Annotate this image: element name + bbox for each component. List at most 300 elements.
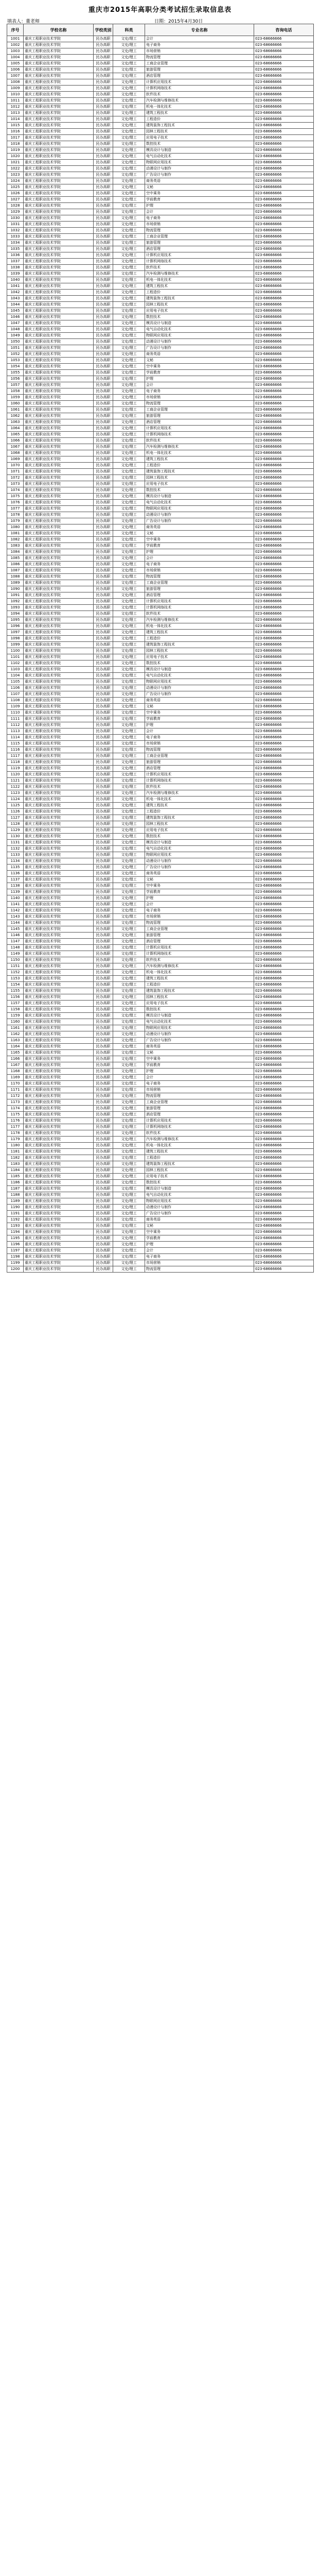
cell-major: 市场营销 <box>145 222 254 228</box>
cell-type: 民办高职 <box>94 970 113 976</box>
cell-major: 广告设计与制作 <box>145 345 254 351</box>
cell-category: 文史/理工 <box>113 252 145 259</box>
cell-category: 文史/理工 <box>113 308 145 314</box>
cell-category: 文史/理工 <box>113 766 145 772</box>
cell-type: 民办高职 <box>94 852 113 858</box>
cell-type: 民办高职 <box>94 86 113 92</box>
date-value: 2015年4月30日 <box>168 19 203 24</box>
cell-no: 1084 <box>7 549 24 555</box>
cell-school: 重庆工程职业技术学院 <box>24 463 94 469</box>
cell-no: 1176 <box>7 1118 24 1124</box>
cell-category: 文史/理工 <box>113 92 145 98</box>
cell-type: 民办高职 <box>94 865 113 871</box>
cell-type: 民办高职 <box>94 753 113 759</box>
table-row <box>7 395 314 401</box>
table-row <box>7 1167 314 1174</box>
cell-phone: 023-68666666 <box>254 259 314 265</box>
cell-phone: 023-68666666 <box>254 599 314 605</box>
cell-category: 文史/理工 <box>113 1192 145 1198</box>
cell-category: 文史/理工 <box>113 815 145 821</box>
cell-school: 重庆工程职业技术学院 <box>24 308 94 314</box>
cell-phone: 023-68666666 <box>254 920 314 926</box>
cell-school: 重庆工程职业技术学院 <box>24 865 94 871</box>
cell-category: 文史/理工 <box>113 951 145 957</box>
cell-type: 民办高职 <box>94 1205 113 1211</box>
cell-school: 重庆工程职业技术学院 <box>24 667 94 673</box>
table-row <box>7 481 314 487</box>
cell-category: 文史/理工 <box>113 685 145 691</box>
table-row <box>7 55 314 61</box>
cell-category: 文史/理工 <box>113 456 145 463</box>
cell-type: 民办高职 <box>94 271 113 277</box>
cell-no: 1178 <box>7 1130 24 1137</box>
cell-no: 1045 <box>7 308 24 314</box>
cell-no: 1065 <box>7 432 24 438</box>
table-row <box>7 580 314 586</box>
cell-no: 1028 <box>7 203 24 209</box>
cell-phone: 023-68666666 <box>254 487 314 494</box>
cell-type: 民办高职 <box>94 611 113 617</box>
cell-school: 重庆工程职业技术学院 <box>24 926 94 933</box>
cell-school: 重庆工程职业技术学院 <box>24 36 94 42</box>
cell-no: 1158 <box>7 1007 24 1013</box>
cell-phone: 023-68666666 <box>254 42 314 48</box>
cell-major: 电气自动化技术 <box>145 673 254 679</box>
cell-school: 重庆工程职业技术学院 <box>24 475 94 481</box>
cell-phone: 023-68666666 <box>254 203 314 209</box>
cell-phone: 023-68666666 <box>254 463 314 469</box>
table-row <box>7 741 314 747</box>
cell-type: 民办高职 <box>94 1211 113 1217</box>
table-row <box>7 259 314 265</box>
cell-type: 民办高职 <box>94 296 113 302</box>
cell-category: 文史/理工 <box>113 1007 145 1013</box>
table-row <box>7 308 314 314</box>
cell-category: 文史/理工 <box>113 388 145 395</box>
cell-type: 民办高职 <box>94 592 113 599</box>
cell-category: 文史/理工 <box>113 333 145 339</box>
cell-type: 民办高职 <box>94 116 113 123</box>
cell-type: 民办高职 <box>94 908 113 914</box>
cell-no: 1185 <box>7 1174 24 1180</box>
cell-type: 民办高职 <box>94 1248 113 1254</box>
cell-phone: 023-68666666 <box>254 1211 314 1217</box>
cell-school: 重庆工程职业技术学院 <box>24 296 94 302</box>
table-header-row <box>7 24 314 36</box>
cell-no: 1121 <box>7 778 24 784</box>
cell-major: 市场营销 <box>145 1260 254 1266</box>
table-row <box>7 1019 314 1025</box>
cell-phone: 023-68666666 <box>254 1143 314 1149</box>
cell-category: 文史/理工 <box>113 1025 145 1031</box>
cell-category: 文史/理工 <box>113 796 145 803</box>
cell-school: 重庆工程职业技术学院 <box>24 1093 94 1099</box>
cell-school: 重庆工程职业技术学院 <box>24 654 94 660</box>
cell-no: 1199 <box>7 1260 24 1266</box>
cell-phone: 023-68666666 <box>254 147 314 154</box>
table-row <box>7 1211 314 1217</box>
cell-phone: 023-68666666 <box>254 184 314 191</box>
filler-value: 董老师 <box>26 19 40 24</box>
table-row <box>7 320 314 327</box>
cell-school: 重庆工程职业技术学院 <box>24 1056 94 1062</box>
cell-no: 1143 <box>7 914 24 920</box>
cell-category: 文史/理工 <box>113 1112 145 1118</box>
cell-major: 商务英语 <box>145 871 254 877</box>
date-label: 日期： <box>154 19 169 24</box>
cell-major: 护理 <box>145 203 254 209</box>
cell-no: 1135 <box>7 865 24 871</box>
table-row <box>7 1260 314 1266</box>
cell-no: 1101 <box>7 654 24 660</box>
cell-no: 1118 <box>7 759 24 766</box>
cell-no: 1064 <box>7 426 24 432</box>
cell-school: 重庆工程职业技术学院 <box>24 73 94 79</box>
cell-no: 1126 <box>7 809 24 815</box>
cell-no: 1043 <box>7 296 24 302</box>
table-row <box>7 599 314 605</box>
cell-type: 民办高职 <box>94 110 113 116</box>
cell-major: 护理 <box>145 549 254 555</box>
cell-major: 空中乘务 <box>145 1056 254 1062</box>
cell-school: 重庆工程职业技术学院 <box>24 1031 94 1038</box>
cell-category: 文史/理工 <box>113 172 145 178</box>
cell-category: 文史/理工 <box>113 277 145 283</box>
cell-type: 民办高职 <box>94 339 113 345</box>
table-row <box>7 537 314 543</box>
cell-category: 文史/理工 <box>113 617 145 623</box>
cell-phone: 023-68666666 <box>254 1007 314 1013</box>
cell-category: 文史/理工 <box>113 314 145 320</box>
cell-major: 数控技术 <box>145 660 254 667</box>
cell-phone: 023-68666666 <box>254 1099 314 1106</box>
cell-type: 民办高职 <box>94 178 113 184</box>
cell-no: 1142 <box>7 908 24 914</box>
cell-major: 文秘 <box>145 1223 254 1229</box>
table-row <box>7 203 314 209</box>
cell-category: 文史/理工 <box>113 1106 145 1112</box>
cell-category: 文史/理工 <box>113 772 145 778</box>
cell-no: 1196 <box>7 1242 24 1248</box>
cell-type: 民办高职 <box>94 1118 113 1124</box>
cell-type: 民办高职 <box>94 166 113 172</box>
cell-phone: 023-68666666 <box>254 636 314 642</box>
cell-school: 重庆工程职业技术学院 <box>24 623 94 630</box>
cell-type: 民办高职 <box>94 395 113 401</box>
cell-no: 1009 <box>7 86 24 92</box>
cell-type: 民办高职 <box>94 1062 113 1069</box>
cell-no: 1033 <box>7 234 24 240</box>
cell-category: 文史/理工 <box>113 623 145 630</box>
cell-type: 民办高职 <box>94 1254 113 1260</box>
cell-major: 酒店管理 <box>145 939 254 945</box>
cell-school: 重庆工程职业技术学院 <box>24 1062 94 1069</box>
cell-no: 1170 <box>7 1081 24 1087</box>
cell-phone: 023-68666666 <box>254 61 314 67</box>
cell-no: 1079 <box>7 518 24 524</box>
cell-type: 民办高职 <box>94 36 113 42</box>
cell-major: 模具设计与制造 <box>145 840 254 846</box>
cell-category: 文史/理工 <box>113 395 145 401</box>
table-row <box>7 246 314 252</box>
cell-type: 民办高职 <box>94 846 113 852</box>
cell-type: 民办高职 <box>94 1001 113 1007</box>
cell-phone: 023-68666666 <box>254 1205 314 1211</box>
table-row <box>7 98 314 104</box>
cell-major: 市场营销 <box>145 1087 254 1093</box>
cell-phone: 023-68666666 <box>254 1031 314 1038</box>
cell-no: 1081 <box>7 531 24 537</box>
table-row <box>7 642 314 648</box>
cell-major: 会计 <box>145 36 254 42</box>
cell-phone: 023-68666666 <box>254 926 314 933</box>
cell-type: 民办高职 <box>94 314 113 320</box>
cell-phone: 023-68666666 <box>254 840 314 846</box>
cell-major: 数控技术 <box>145 834 254 840</box>
cell-major: 计算机应用技术 <box>145 252 254 259</box>
cell-major: 汽车检测与维修技术 <box>145 271 254 277</box>
cell-type: 民办高职 <box>94 1106 113 1112</box>
cell-no: 1091 <box>7 592 24 599</box>
cell-category: 文史/理工 <box>113 1038 145 1044</box>
cell-type: 民办高职 <box>94 302 113 308</box>
cell-school: 重庆工程职业技术学院 <box>24 957 94 963</box>
cell-school: 重庆工程职业技术学院 <box>24 123 94 129</box>
cell-category: 文史/理工 <box>113 370 145 376</box>
cell-type: 民办高职 <box>94 147 113 154</box>
cell-no: 1060 <box>7 401 24 407</box>
cell-major: 计算机应用技术 <box>145 79 254 86</box>
cell-category: 文史/理工 <box>113 648 145 654</box>
table-row <box>7 1106 314 1112</box>
table-row <box>7 1143 314 1149</box>
cell-type: 民办高职 <box>94 1174 113 1180</box>
cell-type: 民办高职 <box>94 55 113 61</box>
cell-major: 应用电子技术 <box>145 481 254 487</box>
cell-no: 1119 <box>7 766 24 772</box>
cell-type: 民办高职 <box>94 475 113 481</box>
table-row <box>7 716 314 722</box>
cell-phone: 023-68666666 <box>254 549 314 555</box>
cell-category: 文史/理工 <box>113 524 145 531</box>
table-row <box>7 463 314 469</box>
cell-school: 重庆工程职业技术学院 <box>24 382 94 388</box>
table-row <box>7 506 314 512</box>
cell-phone: 023-68666666 <box>254 586 314 592</box>
table-row <box>7 778 314 784</box>
table-row <box>7 234 314 240</box>
table-row <box>7 766 314 772</box>
table-row <box>7 1149 314 1155</box>
cell-phone: 023-68666666 <box>254 86 314 92</box>
cell-category: 文史/理工 <box>113 939 145 945</box>
cell-type: 民办高职 <box>94 209 113 215</box>
cell-no: 1127 <box>7 815 24 821</box>
table-row <box>7 388 314 395</box>
cell-major: 物联网应用技术 <box>145 679 254 685</box>
cell-phone: 023-68666666 <box>254 691 314 698</box>
cell-school: 重庆工程职业技术学院 <box>24 1167 94 1174</box>
cell-type: 民办高职 <box>94 407 113 413</box>
cell-type: 民办高职 <box>94 203 113 209</box>
cell-major: 文秘 <box>145 1050 254 1056</box>
cell-school: 重庆工程职业技术学院 <box>24 1112 94 1118</box>
cell-major: 酒店管理 <box>145 1112 254 1118</box>
table-row <box>7 691 314 698</box>
table-row <box>7 1044 314 1050</box>
table-row <box>7 197 314 203</box>
cell-school: 重庆工程职业技术学院 <box>24 1081 94 1087</box>
cell-type: 民办高职 <box>94 512 113 518</box>
cell-school: 重庆工程职业技术学院 <box>24 796 94 803</box>
cell-major: 物联网应用技术 <box>145 1198 254 1205</box>
cell-phone: 023-68666666 <box>254 1266 314 1273</box>
cell-phone: 023-68666666 <box>254 531 314 537</box>
cell-phone: 023-68666666 <box>254 308 314 314</box>
document-title: 重庆市2015年高职分类考试招生录取信息表 <box>88 6 232 14</box>
cell-category: 文史/理工 <box>113 660 145 667</box>
cell-type: 民办高职 <box>94 586 113 592</box>
cell-type: 民办高职 <box>94 1093 113 1099</box>
cell-no: 1055 <box>7 370 24 376</box>
cell-category: 文史/理工 <box>113 1050 145 1056</box>
cell-school: 重庆工程职业技术学院 <box>24 370 94 376</box>
cell-school: 重庆工程职业技术学院 <box>24 784 94 790</box>
cell-major: 建筑装饰工程技术 <box>145 988 254 994</box>
cell-category: 文史/理工 <box>113 673 145 679</box>
cell-major: 商务英语 <box>145 178 254 184</box>
cell-no: 1074 <box>7 487 24 494</box>
cell-type: 民办高职 <box>94 283 113 290</box>
cell-major: 机电一体化技术 <box>145 796 254 803</box>
cell-phone: 023-68666666 <box>254 939 314 945</box>
cell-school: 重庆工程职业技术学院 <box>24 1044 94 1050</box>
cell-no: 1042 <box>7 290 24 296</box>
cell-school: 重庆工程职业技术学院 <box>24 821 94 827</box>
cell-school: 重庆工程职业技术学院 <box>24 426 94 432</box>
cell-type: 民办高职 <box>94 982 113 988</box>
cell-school: 重庆工程职业技术学院 <box>24 747 94 753</box>
cell-category: 文史/理工 <box>113 1124 145 1130</box>
cell-category: 文史/理工 <box>113 679 145 685</box>
cell-phone: 023-68666666 <box>254 1235 314 1242</box>
cell-category: 文史/理工 <box>113 259 145 265</box>
cell-major: 学前教育 <box>145 716 254 722</box>
cell-school: 重庆工程职业技术学院 <box>24 1248 94 1254</box>
cell-no: 1078 <box>7 512 24 518</box>
table-row <box>7 86 314 92</box>
cell-phone: 023-68666666 <box>254 426 314 432</box>
cell-type: 民办高职 <box>94 358 113 364</box>
header-cell-major: 专业名称 <box>145 24 254 36</box>
cell-school: 重庆工程职业技术学院 <box>24 1075 94 1081</box>
cell-school: 重庆工程职业技术学院 <box>24 1186 94 1192</box>
cell-category: 文史/理工 <box>113 345 145 351</box>
cell-no: 1154 <box>7 982 24 988</box>
cell-major: 模具设计与制造 <box>145 320 254 327</box>
table-row <box>7 710 314 716</box>
cell-phone: 023-68666666 <box>254 698 314 704</box>
cell-phone: 023-68666666 <box>254 36 314 42</box>
cell-no: 1110 <box>7 710 24 716</box>
cell-phone: 023-68666666 <box>254 506 314 512</box>
cell-school: 重庆工程职业技术学院 <box>24 988 94 994</box>
table-row <box>7 1266 314 1273</box>
cell-no: 1162 <box>7 1031 24 1038</box>
table-row <box>7 1161 314 1167</box>
cell-phone: 023-68666666 <box>254 1229 314 1235</box>
table-row <box>7 1124 314 1130</box>
table-row <box>7 543 314 549</box>
cell-no: 1129 <box>7 827 24 834</box>
cell-major: 工商企业管理 <box>145 234 254 240</box>
cell-no: 1182 <box>7 1155 24 1161</box>
cell-type: 民办高职 <box>94 388 113 395</box>
cell-school: 重庆工程职业技术学院 <box>24 933 94 939</box>
table-row <box>7 865 314 871</box>
cell-category: 文史/理工 <box>113 549 145 555</box>
cell-no: 1175 <box>7 1112 24 1118</box>
cell-type: 民办高职 <box>94 141 113 147</box>
cell-type: 民办高职 <box>94 333 113 339</box>
cell-no: 1088 <box>7 574 24 580</box>
cell-phone: 023-68666666 <box>254 123 314 129</box>
cell-phone: 023-68666666 <box>254 215 314 222</box>
cell-category: 文史/理工 <box>113 988 145 994</box>
cell-major: 园林工程技术 <box>145 302 254 308</box>
cell-type: 民办高职 <box>94 246 113 252</box>
cell-type: 民办高职 <box>94 265 113 271</box>
cell-school: 重庆工程职业技术学院 <box>24 512 94 518</box>
cell-type: 民办高职 <box>94 580 113 586</box>
table-row <box>7 215 314 222</box>
cell-major: 软件技术 <box>145 92 254 98</box>
cell-major: 护理 <box>145 1069 254 1075</box>
cell-school: 重庆工程职业技术学院 <box>24 518 94 524</box>
table-row <box>7 605 314 611</box>
cell-school: 重庆工程职业技术学院 <box>24 203 94 209</box>
cell-school: 重庆工程职业技术学院 <box>24 222 94 228</box>
cell-no: 1096 <box>7 623 24 630</box>
cell-school: 重庆工程职业技术学院 <box>24 691 94 698</box>
cell-school: 重庆工程职业技术学院 <box>24 1130 94 1137</box>
cell-category: 文史/理工 <box>113 463 145 469</box>
cell-type: 民办高职 <box>94 48 113 55</box>
cell-no: 1141 <box>7 902 24 908</box>
cell-phone: 023-68666666 <box>254 592 314 599</box>
cell-phone: 023-68666666 <box>254 110 314 116</box>
table-row <box>7 1130 314 1137</box>
table-row <box>7 339 314 345</box>
cell-phone: 023-68666666 <box>254 1044 314 1050</box>
table-row <box>7 1229 314 1235</box>
cell-type: 民办高职 <box>94 654 113 660</box>
cell-phone: 023-68666666 <box>254 67 314 73</box>
cell-major: 会计 <box>145 555 254 562</box>
cell-phone: 023-68666666 <box>254 1025 314 1031</box>
cell-no: 1160 <box>7 1019 24 1025</box>
cell-major: 市场营销 <box>145 568 254 574</box>
cell-major: 工商企业管理 <box>145 61 254 67</box>
table-row <box>7 518 314 524</box>
table-row <box>7 821 314 827</box>
cell-phone: 023-68666666 <box>254 735 314 741</box>
table-row <box>7 531 314 537</box>
cell-school: 重庆工程职业技术学院 <box>24 803 94 809</box>
cell-phone: 023-68666666 <box>254 265 314 271</box>
cell-type: 民办高职 <box>94 914 113 920</box>
cell-no: 1108 <box>7 698 24 704</box>
